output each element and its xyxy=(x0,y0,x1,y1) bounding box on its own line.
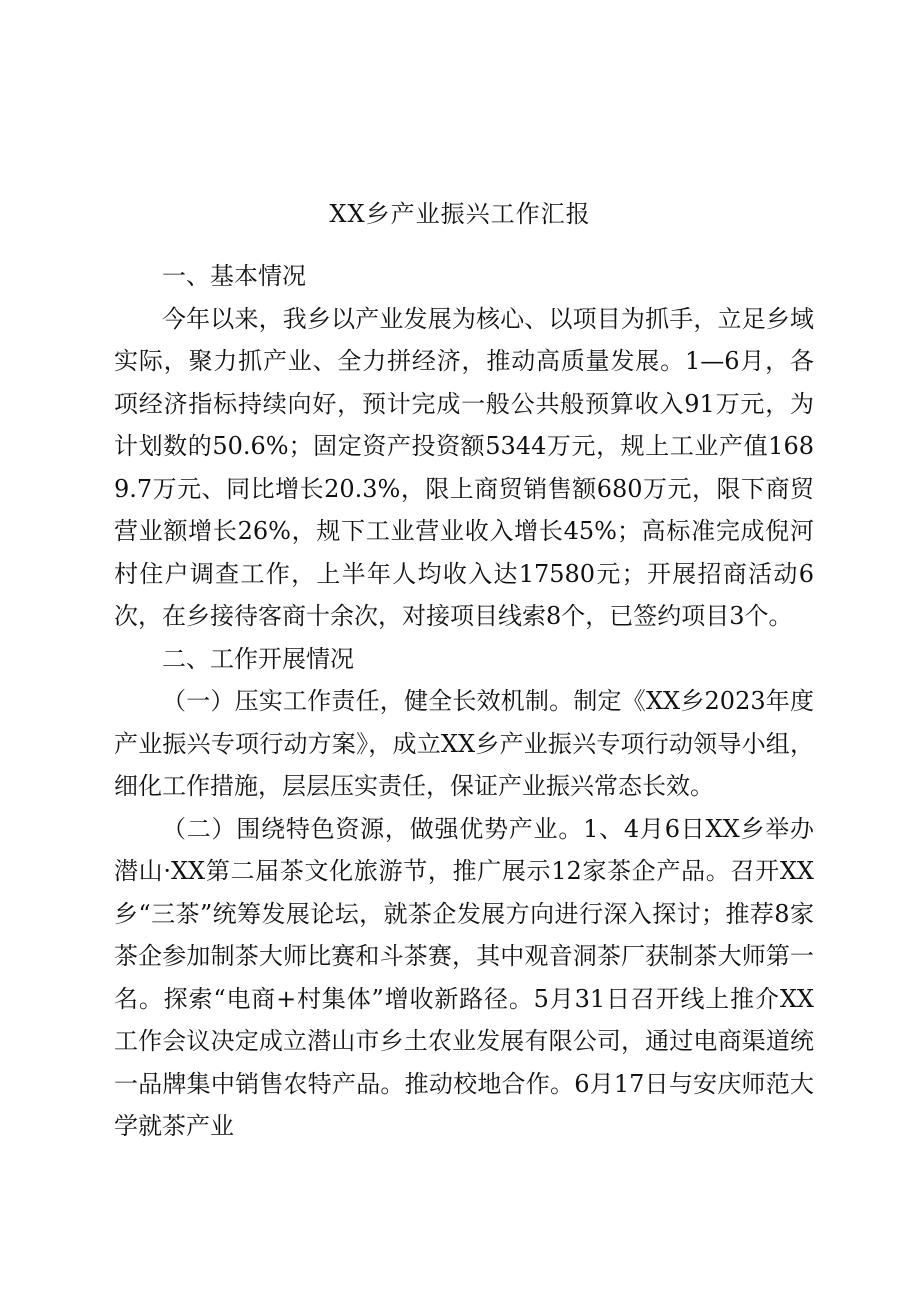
paragraph-responsibility: （一）压实工作责任，健全长效机制。制定《XX乡2023年度产业振兴专项行动方案》，成立XX乡产业振兴专项行动领导小组，细化工作措施，层层压实责任，保证产业振兴常态长效。 xyxy=(114,687,814,800)
section-heading-basic: 一、基本情况 xyxy=(162,262,306,290)
document-body xyxy=(114,255,814,1148)
document-title: XX乡产业振兴工作汇报 xyxy=(329,200,591,228)
paragraph-basic-situation: 今年以来，我乡以产业发展为核心、以项目为抓手，立足乡域实际，聚力抓产业、全力拼经济，推动高质量发展。1—6月，各项经济指标持续向好，预计完成一般公共般预算收入91万元，为计划数的50.6%；固定资产投资额5344万元，规上工业产值1689.7万元、同比增长20.3%，限上商贸销售额680万元，限下商贸营业额增长26%，规下工业营业收入增长45%；高标准完成倪河村住户调查工作，上半年人均收入达17580元；开展招商活动6次，在乡接待客商十余次，对接项目线索8个，已签约项目3个。 xyxy=(114,304,814,630)
section-heading-work: 二、工作开展情况 xyxy=(162,644,354,673)
paragraph-resources: （二）围绕特色资源，做强优势产业。1、4月6日XX乡举办潜山·XX第二届茶文化旅游节，推广展示12家茶企产品。召开XX乡“三茶”统筹发展论坛，就茶企发展方向进行深入探讨；推荐8家茶企参加制茶大师比赛和斗茶赛，其中观音洞茶厂获制茶大师第一名。探索“电商+村集体”增收新路径。5月31日召开线上推介XX工作会议决定成立潜山市乡土农业发展有限公司，通过电商渠道统一品牌集中销售农特产品。推动校地合作。6月17日与安庆师范大学就茶产业 xyxy=(114,814,814,1140)
